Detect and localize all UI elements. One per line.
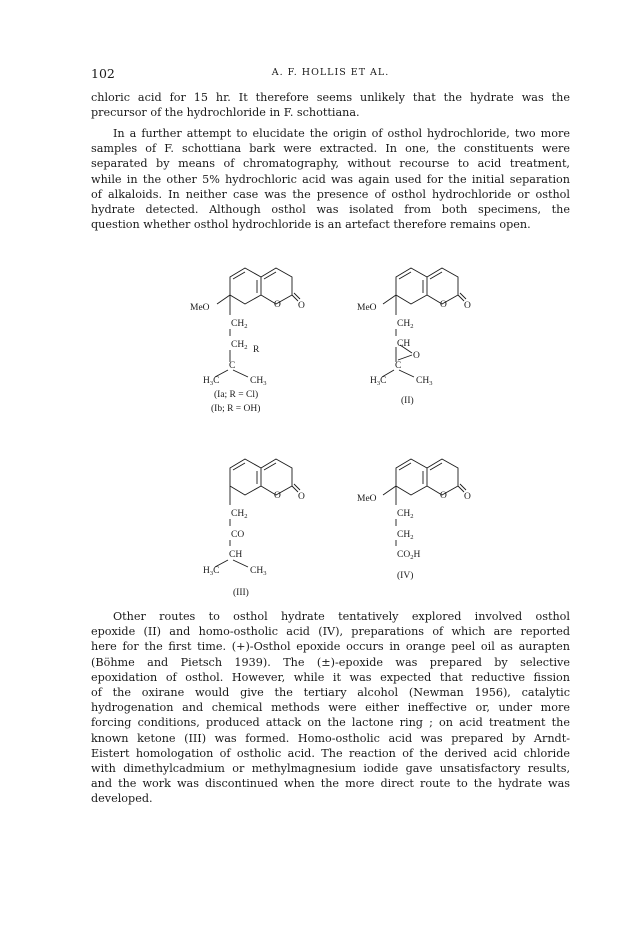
- text-line: while in the other 5% hydrochloric acid was again used for the initial separation: [91, 172, 570, 186]
- carbon-label: C: [229, 361, 236, 371]
- text-line: forcing conditions, produced attack on the lactone ring ; on acid treatment the: [91, 716, 570, 730]
- ring-double-bond: [399, 463, 411, 470]
- running-head: A. F. HOLLIS ET AL.: [271, 67, 390, 78]
- ring-oxygen-label: O: [274, 491, 281, 501]
- benzene-ring: [230, 268, 261, 304]
- page-number: 102: [91, 66, 115, 81]
- text-line: and the work was discontinued when the more direct route to the hydrate was: [91, 777, 570, 791]
- ring-double-bond: [233, 272, 245, 279]
- methoxy-label: MeO: [357, 494, 377, 504]
- carbon-label: C: [395, 361, 402, 371]
- text-line: of the oxirane would give the tertiary alcohol (Newman 1956), catalytic: [91, 685, 570, 699]
- structure-caption: (III): [233, 588, 249, 598]
- ch2-label: $CH_2$: [397, 530, 414, 541]
- benzene-ring: [230, 459, 261, 495]
- pyrone-double-bond: [430, 272, 442, 279]
- structure-IV: [357, 459, 471, 581]
- structure-caption: (Ia; R = Cl): [214, 390, 259, 400]
- epoxide-bond: [398, 355, 412, 360]
- text-line: Eistert homologation of ostholic acid. The reaction of the derived acid chloride: [91, 746, 570, 760]
- ch-label: CH: [229, 550, 243, 560]
- carbonyl-oxygen-label: O: [298, 492, 305, 502]
- pyrone-ring: [261, 268, 292, 304]
- pyrone-ring: [427, 459, 458, 495]
- methoxy-label: MeO: [357, 303, 377, 313]
- pyrone-ring: [261, 459, 292, 495]
- ch2-label: $CH_2$: [231, 340, 248, 351]
- carbonyl-oxygen-label: O: [464, 301, 471, 311]
- carbonyl-label: CO: [231, 530, 245, 540]
- epoxide-oxygen-label: O: [413, 351, 420, 361]
- text-line: with dimethylcadmium or methylmagnesium iodide gave unsatisfactory results,: [91, 761, 570, 775]
- text-line: question whether osthol hydrochloride is an artefact therefore remains open.: [91, 218, 531, 232]
- pyrone-double-bond: [264, 272, 276, 279]
- structure-II: [357, 268, 471, 406]
- structure-caption: (Ib; R = OH): [211, 404, 261, 414]
- pyrone-double-bond: [430, 463, 442, 470]
- ring-double-bond: [399, 272, 411, 279]
- methyl-label: $H_3C$: [370, 376, 387, 387]
- methoxy-label: MeO: [190, 303, 210, 313]
- ch-label: CH: [397, 339, 411, 349]
- text-line: In a further attempt to elucidate the origin of osthol hydrochloride, two more: [113, 127, 570, 140]
- side-chain-bond: [399, 370, 414, 377]
- ch2-label: $CH_2$: [397, 319, 414, 330]
- side-chain-bond: [233, 560, 248, 567]
- text-line: epoxidation of osthol. However, while it was expected that reductive fission: [91, 670, 570, 684]
- text-line: epoxide (II) and homo-ostholic acid (IV), preparations of which are reported: [91, 625, 570, 639]
- text-line: known ketone (III) was formed. Homo-ostholic acid was prepared by Arndt-: [91, 731, 570, 745]
- methyl-label: $CH_3$: [416, 376, 433, 387]
- text-line: samples of F. schottiana bark were extracted. In one, the constituents were: [91, 142, 570, 156]
- methoxy-bond: [217, 295, 230, 304]
- methyl-label: $CH_3$: [250, 566, 267, 577]
- text-line: (Böhme and Pietsch 1939). The (±)-epoxide was prepared by selective: [91, 655, 570, 669]
- structure-Ia-Ib: [190, 268, 305, 414]
- pyrone-double-bond: [264, 463, 276, 470]
- methoxy-bond: [383, 295, 396, 304]
- methoxy-bond: [383, 486, 396, 495]
- carbonyl-oxygen-label: O: [464, 492, 471, 502]
- text-line: here for the first time. (+)-Osthol epoxide occurs in orange peel oil as aurapten: [91, 640, 570, 654]
- text-line: hydrate detected. Although osthol was isolated from both specimens, the: [91, 202, 570, 216]
- methyl-label: $H_3C$: [203, 566, 220, 577]
- structure-caption: (II): [401, 396, 414, 406]
- benzene-ring: [396, 268, 427, 304]
- carbonyl-oxygen-label: O: [298, 301, 305, 311]
- text-line: Other routes to osthol hydrate tentatively explored involved osthol: [113, 610, 570, 623]
- benzene-ring: [396, 459, 427, 495]
- carboxyl-label: $CO_2H$: [397, 550, 421, 561]
- text-line: precursor of the hydrochloride in F. schottiana.: [91, 106, 360, 120]
- ch2-label: $CH_2$: [397, 509, 414, 520]
- ch2-label: $CH_2$: [231, 319, 248, 330]
- text-line: developed.: [91, 792, 153, 806]
- ring-oxygen-label: O: [440, 300, 447, 310]
- text-line: of alkaloids. In neither case was the presence of osthol hydrochloride or osthol: [91, 187, 570, 201]
- structure-caption: (IV): [397, 571, 414, 581]
- methyl-label: $H_3C$: [203, 376, 220, 387]
- r-label: R: [253, 345, 260, 355]
- ring-oxygen-label: O: [440, 491, 447, 501]
- text-line: chloric acid for 15 hr. It therefore seems unlikely that the hydrate was the: [91, 91, 570, 104]
- structure-III: [203, 459, 305, 598]
- ch2-label: $CH_2$: [231, 509, 248, 520]
- text-line: separated by means of chromatography, without recourse to acid treatment,: [91, 157, 570, 171]
- pyrone-ring: [427, 268, 458, 304]
- text-line: hydrogenation and chemical methods were either ineffective or, under more: [91, 701, 570, 715]
- ring-double-bond: [233, 463, 245, 470]
- methyl-label: $CH_3$: [250, 376, 267, 387]
- side-chain-bond: [233, 370, 248, 377]
- ring-oxygen-label: O: [274, 300, 281, 310]
